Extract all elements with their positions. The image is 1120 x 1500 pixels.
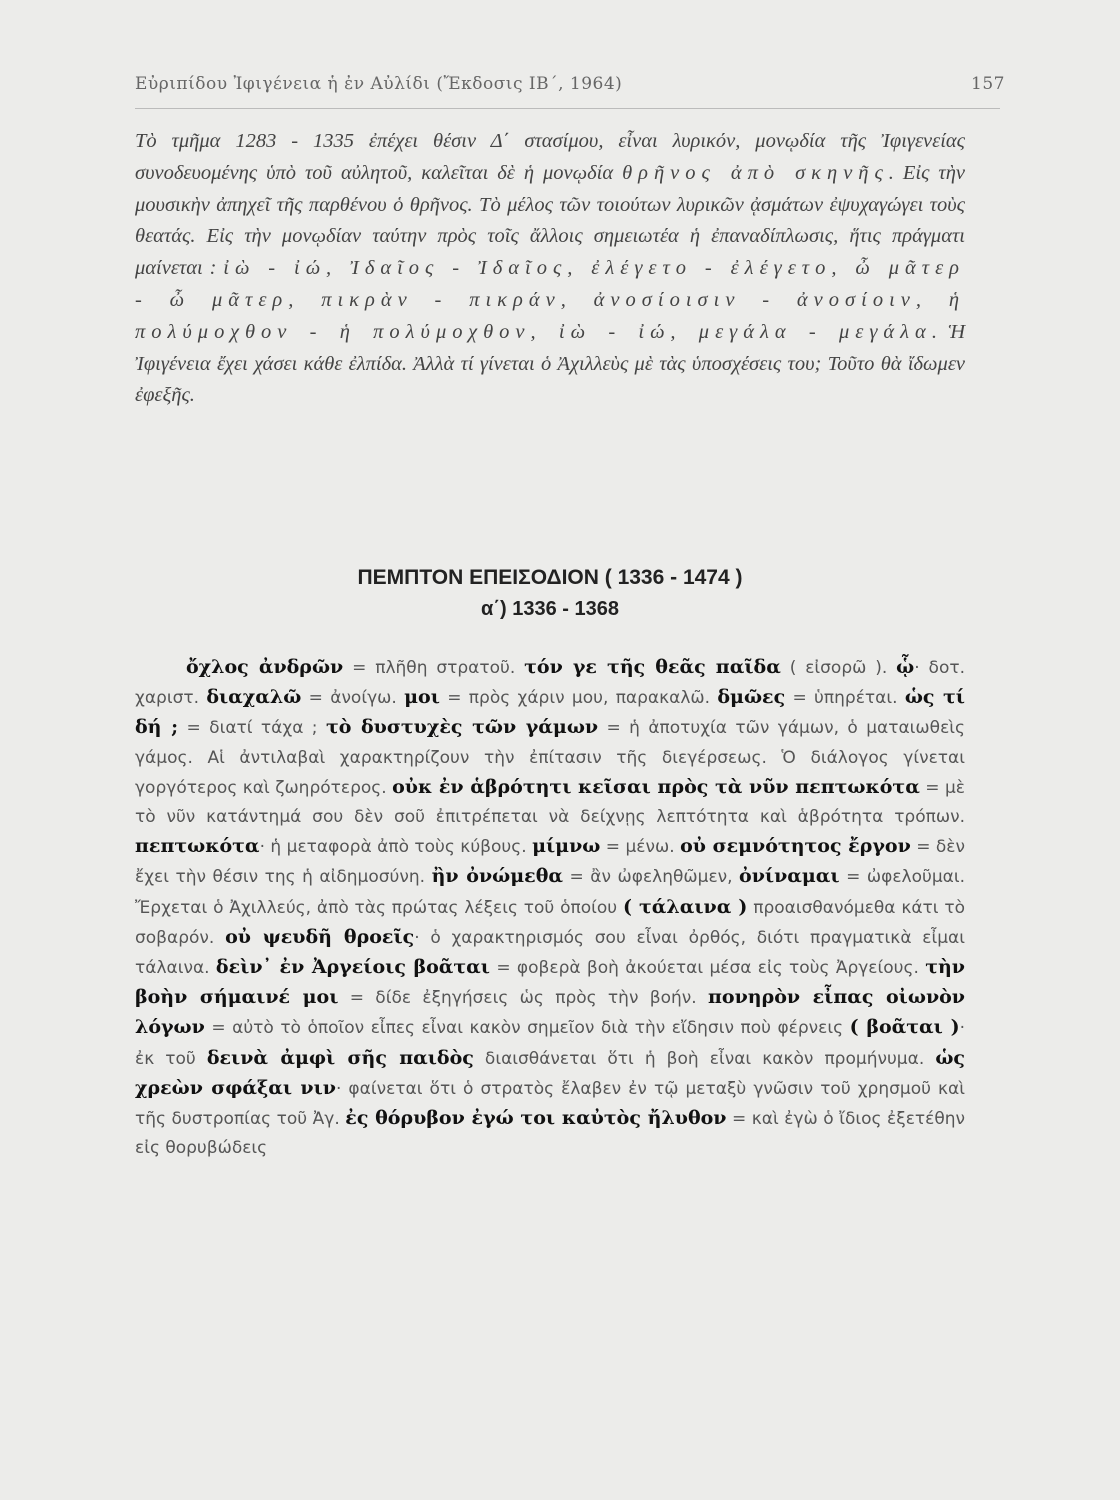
lemma-11: μίμνω [532, 835, 601, 858]
lemma-19: πονηρὸν εἶπας οἰωνὸν λόγων [135, 986, 965, 1039]
lemma-18: τὴν βοὴν σήμαινέ μοι [135, 956, 965, 1009]
lemma-15: ( τάλαινα ) [622, 895, 748, 918]
intro-spaced-1: θρῆνος ἀπὸ σκηνῆς [622, 161, 889, 184]
running-head-title: Εὐριπίδου Ἰφιγένεια ἡ ἐν Αὐλίδι (Ἔκδοσις ΙΒ΄, 1964) [135, 74, 623, 94]
lemma-21: δεινὰ ἀμφὶ σῆς παιδὸς [206, 1046, 474, 1069]
lemma-10: πεπτωκότα [135, 835, 260, 858]
lemma-14: ὀνίναμαι [739, 865, 840, 888]
lemma-20: ( βοᾶται ) [849, 1016, 960, 1039]
lemma-16: οὐ ψευδῆ θροεῖς [225, 925, 415, 948]
gloss-5: = πρὸς χάριν μου, παρακαλῶ. [439, 688, 718, 709]
lemma-4: διαχαλῶ [206, 686, 302, 709]
gloss-4: = ἀνοίγω. [301, 688, 405, 709]
lemma-8: τὸ δυστυχὲς τῶν γάμων [325, 716, 599, 739]
intro-paragraph [135, 126, 965, 412]
lemma-23: ἐς θόρυβον ἐγώ τοι καὐτὸς ἤλυθον [345, 1107, 727, 1130]
lemma-22: ὡς χρεὼν σφάξαι νιν [135, 1046, 965, 1099]
lemma-13: ἢν ὀνώμεθα [431, 865, 564, 888]
commentary-paragraph [135, 653, 965, 1163]
gloss-2: ( εἰσορῶ ). [780, 658, 897, 678]
page-number: 157 [971, 74, 1005, 94]
gloss-3: · δοτ. χαριστ. [135, 658, 965, 709]
gloss-9: = μὲ τὸ νῦν κατάντημά σου δὲν σοῦ ἐπιτρέπεται νὰ δείχνῃς λεπτότητα καὶ ἁβρότητα τρόπων. [135, 777, 965, 828]
gloss-12: = δὲν ἔχει τὴν θέσιν της ἡ αἰδημοσύνη. [135, 837, 965, 888]
gloss-19: = αὐτὸ τὸ ὁποῖον εἶπες εἶναι κακὸν σημεῖον διὰ τὴν εἴδησιν ποὺ φέρνεις [204, 1018, 850, 1039]
lemma-17: δεὶν᾽ ἐν Ἀργείοις βοᾶται [215, 956, 490, 979]
section-heading: ΠΕΜΠΤΟΝ ΕΠΕΙΣΟΔΙΟΝ ( 1336 - 1474 ) [357, 566, 743, 589]
gloss-17: = φοβερὰ βοὴ ἀκούεται μέσα εἰς τοὺς Ἀργείους. [490, 958, 926, 979]
intro-text-3: . Ἡ Ἰφιγένεια ἔχει χάσει κάθε ἐλπίδα. Ἀλλὰ τί γίνεται ὁ Ἀχιλλεὺς μὲ τὰς ὑποσχέσεις του; Τοῦτο θὰ ἴδωμεν ἐφεξῆς. [135, 320, 965, 407]
gloss-6: = ὑπηρέται. [785, 688, 905, 709]
gloss-7: = διατί τάχα ; [178, 718, 326, 739]
gloss-16: · ὁ χαρακτηρισμός σου εἶναι ὀρθός, διότι πραγματικὰ εἶμαι τάλαινα. [135, 927, 965, 979]
gloss-20: · ἐκ τοῦ [135, 1018, 965, 1069]
lemma-6: δμῶες [717, 686, 786, 709]
lemma-9: οὐκ ἐν ἁβρότητι κεῖσαι πρὸς τὰ νῦν πεπτωκότα [392, 775, 920, 798]
gloss-15: προαισθανόμεθα κάτι τὸ σοβαρόν. [135, 897, 966, 948]
intro-spaced-2: ἰὼ - ἰώ, Ἰδαῖος - Ἰδαῖος, ἐλέγετο - ἐλέγετο, ὦ μᾶτερ - ὦ μᾶτερ, πικρὰν - πικράν, ἀνοσίοισιν - ἀνοσίοιν, ἡ πολύμοχθον - ἡ πολύμοχθον, ἰὼ - ἰώ, μεγάλα - μεγάλα [135, 257, 966, 343]
lemma-3: ᾧ [896, 656, 915, 678]
gloss-21: διαισθάνεται ὅτι ἡ βοὴ εἶναι κακὸν προμήνυμα. [473, 1048, 936, 1069]
running-head [135, 74, 1005, 94]
header-rule [135, 108, 1000, 109]
gloss-13: = ἂν ὠφεληθῶμεν, [563, 867, 740, 888]
lemma-7: ὡς τί δή ; [135, 686, 965, 739]
intro-text-1: Τὸ τμῆμα 1283 - 1335 ἐπέχει θέσιν Δ΄ στασίμου, εἶναι λυρικόν, μονῳδία τῆς Ἰφιγενείας συνοδευομένης ὑπὸ τοῦ αὐλητοῦ, καλεῖται δὲ ἡ μονῳδία [135, 130, 965, 184]
lemma-2: τόν γε τῆς θεᾶς παῖδα [524, 656, 781, 678]
intro-text-2: . Εἰς τὴν μουσικὴν ἀπηχεῖ τῆς παρθένου ὁ θρῆνος. Τὸ μέλος τῶν τοιούτων λυρικῶν ᾀσμάτων ἐψυχαγώγει τοὺς θεατάς. Εἰς τὴν μονῳδίαν ταύτην πρὸς τοῖς ἄλλοις σημειωτέα ἡ ἐπαναδίπλωσις, ἥτις πράγματι μαίνεται : [135, 161, 965, 280]
gloss-18: = δίδε ἐξηγήσεις ὡς πρὸς τὴν βοήν. [338, 988, 709, 1009]
gloss-1: = πλῆθη στρατοῦ. [343, 658, 525, 678]
lemma-12: οὐ σεμνότητος ἔργον [680, 835, 911, 858]
gloss-10: · ἡ μεταφορὰ ἀπὸ τοὺς κύβους. [259, 837, 533, 858]
lemma-1: ὄχλος ἀνδρῶν [186, 656, 344, 678]
subsection-heading: α΄) 1336 - 1368 [481, 598, 619, 620]
lemma-5: μοι [404, 686, 440, 709]
gloss-11: = μένω. [600, 837, 681, 858]
gloss-14: = ὠφελοῦμαι. Ἔρχεται ὁ Ἀχιλλεύς, ἀπὸ τὰς πρώτας λέξεις τοῦ ὁποίου [135, 867, 966, 918]
gloss-8: = ἡ ἀποτυχία τῶν γάμων, ὁ ματαιωθεὶς γάμος. Αἱ ἀντιλαβαὶ χαρακτηρίζουν τὴν ἐπίτασιν τῆς διεγέρσεως. Ὁ διάλογος γίνεται γοργότερος καὶ ζωηρότερος. [135, 718, 965, 798]
gloss-23: = καὶ ἐγὼ ὁ ἴδιος ἐξετέθην εἰς θορυβώδεις [135, 1109, 965, 1159]
gloss-22: · φαίνεται ὅτι ὁ στρατὸς ἔλαβεν ἐν τῷ μεταξὺ γνῶσιν τοῦ χρησμοῦ καὶ τῆς δυστροπίας τοῦ Ἀγ. [135, 1078, 965, 1130]
